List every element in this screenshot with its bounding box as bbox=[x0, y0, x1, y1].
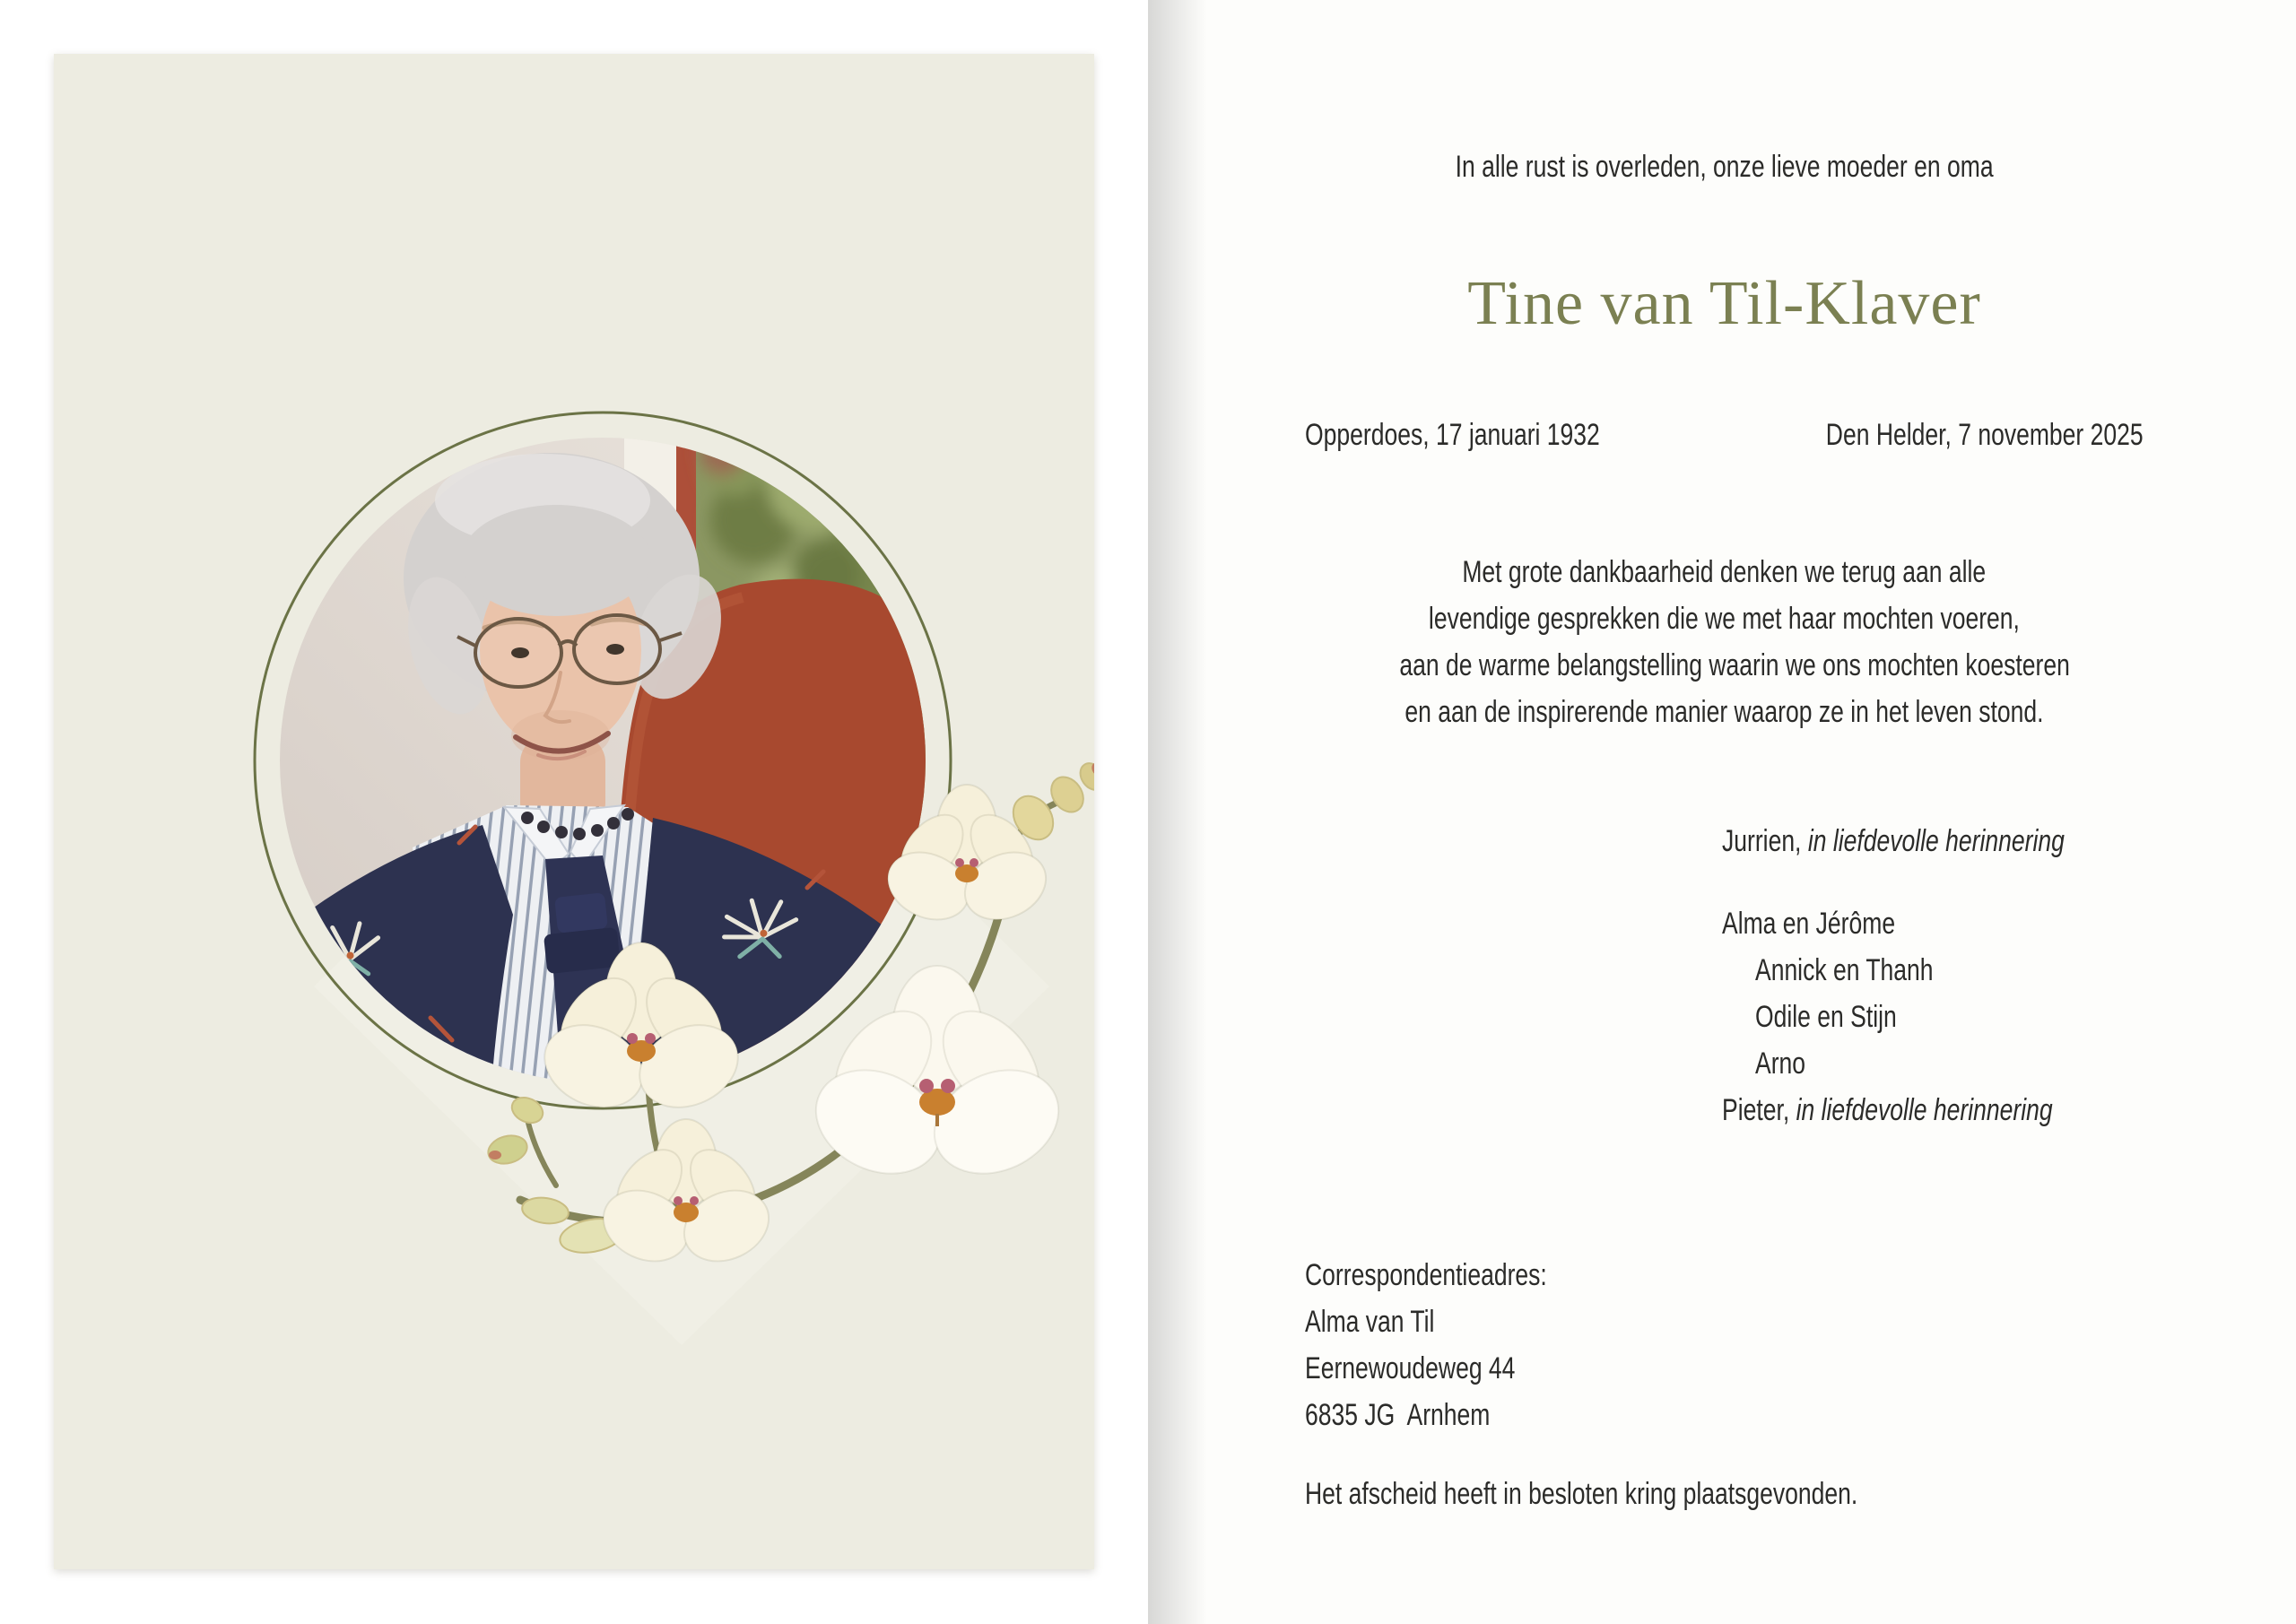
family-line: Alma en Jérôme bbox=[1722, 907, 1896, 941]
family-line: Arno bbox=[1755, 1046, 1806, 1081]
correspondence-city: 6835 JG Arnhem bbox=[1305, 1398, 1491, 1432]
photo-page bbox=[54, 54, 1094, 1569]
family-line: Odile en Stijn bbox=[1755, 1000, 1897, 1034]
tribute-line: Met grote dankbaarheid denken we terug aan alle bbox=[1462, 555, 1987, 589]
family-names bbox=[1722, 818, 2161, 1133]
tribute-line: en aan de inspirerende manier waarop ze in het leven stond. bbox=[1405, 695, 2044, 729]
correspondence-block bbox=[1305, 1252, 1615, 1438]
tribute-line: aan de warme belangstelling waarin we ons mochten koesteren bbox=[1399, 648, 2070, 682]
family-line: Pieter, in liefdevolle herinnering bbox=[1722, 1093, 2053, 1127]
tribute-line: levendige gesprekken die we met haar mochten voeren, bbox=[1429, 602, 2020, 636]
life-dates bbox=[1305, 416, 2144, 454]
memorial-note: in liefdevolle herinnering bbox=[1807, 824, 2065, 858]
correspondence-street: Eernewoudeweg 44 bbox=[1305, 1351, 1516, 1385]
text-page bbox=[1148, 0, 2296, 1624]
text-content bbox=[1305, 0, 2144, 1624]
memorial-note: in liefdevolle herinnering bbox=[1796, 1093, 2053, 1127]
portrait-photo bbox=[54, 54, 1094, 1569]
closing-line: Het afscheid heeft in besloten kring plaatsgevonden. bbox=[1305, 1477, 1858, 1511]
family-line: Jurrien, in liefdevolle herinnering bbox=[1722, 824, 2065, 858]
tribute-paragraph bbox=[1305, 549, 2144, 735]
birth-place-date: Opperdoes, 17 januari 1932 bbox=[1305, 418, 1600, 452]
intro-line: In alle rust is overleden, onze lieve moeder en oma bbox=[1455, 150, 1994, 184]
correspondence-label: Correspondentieadres: bbox=[1305, 1258, 1547, 1292]
family-line: Annick en Thanh bbox=[1755, 953, 1934, 987]
deceased-name: Tine van Til-Klaver bbox=[1467, 269, 1981, 338]
death-place-date: Den Helder, 7 november 2025 bbox=[1826, 418, 2144, 452]
correspondence-name: Alma van Til bbox=[1305, 1305, 1435, 1339]
